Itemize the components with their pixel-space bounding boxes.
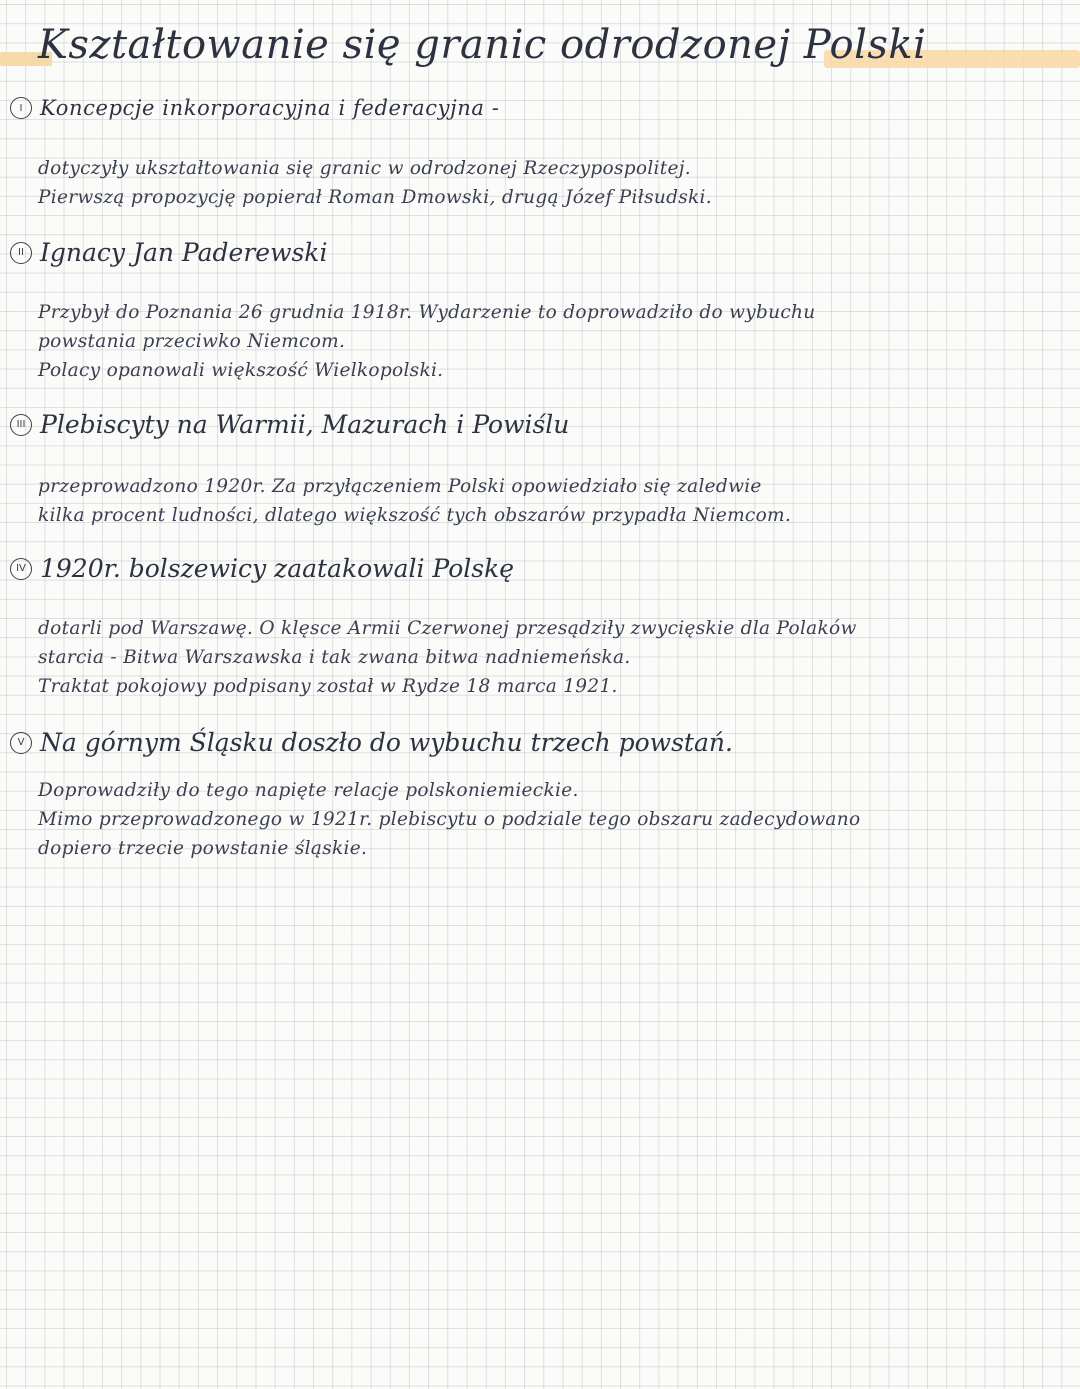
section-heading-text: 1920r. bolszewicy zaatakowali Polskę <box>40 554 515 583</box>
section-heading <box>10 410 569 439</box>
section-heading-text: Koncepcje inkorporacyjna i federacyjna - <box>40 96 500 120</box>
text-line: Pierwszą propozycję popierał Roman Dmowski, drugą Józef Piłsudski. <box>38 187 712 208</box>
section-heading <box>10 96 499 120</box>
title-row <box>0 14 1080 84</box>
text-line: powstania przeciwko Niemcom. <box>38 331 346 352</box>
text-line: Polacy opanowali większość Wielkopolski. <box>38 360 444 381</box>
text-line: Przybył do Poznania 26 grudnia 1918r. Wydarzenie to doprowadziło do wybuchu <box>38 302 816 323</box>
section-number-badge: III <box>10 414 32 436</box>
text-line: dotyczyły ukształtowania się granic w odrodzonej Rzeczypospolitej. <box>38 158 691 179</box>
section-number-badge: IV <box>10 558 32 580</box>
section-body <box>38 776 1048 863</box>
section-number-badge: V <box>10 732 32 754</box>
section-heading-text: Plebiscyty na Warmii, Mazurach i Powiślu <box>40 410 570 439</box>
page-title: Kształtowanie się granic odrodzonej Polski <box>38 22 927 68</box>
section-number-badge: I <box>10 97 32 119</box>
section-heading <box>10 238 327 267</box>
section-body <box>38 154 1048 212</box>
section-body <box>38 298 1048 385</box>
section-heading-text: Ignacy Jan Paderewski <box>40 238 328 267</box>
section-heading <box>10 554 514 583</box>
section-body <box>38 472 1048 530</box>
text-line: dopiero trzecie powstanie śląskie. <box>38 838 368 859</box>
text-line: starcia - Bitwa Warszawska i tak zwana bitwa nadniemeńska. <box>38 647 631 668</box>
text-line: dotarli pod Warszawę. O klęsce Armii Czerwonej przesądziły zwycięskie dla Polaków <box>38 618 857 639</box>
text-line: Doprowadziły do tego napięte relacje polskoniemieckie. <box>38 780 579 801</box>
section-heading <box>10 728 733 757</box>
text-line: Mimo przeprowadzonego w 1921r. plebiscytu o podziale tego obszaru zadecydowano <box>38 809 861 830</box>
text-line: przeprowadzono 1920r. Za przyłączeniem Polski opowiedziało się zaledwie <box>38 476 762 497</box>
text-line: Traktat pokojowy podpisany został w Rydze 18 marca 1921. <box>38 676 618 697</box>
section-body <box>38 614 1048 701</box>
text-line: kilka procent ludności, dlatego większość tych obszarów przypadła Niemcom. <box>38 505 792 526</box>
section-number-badge: II <box>10 242 32 264</box>
section-heading-text: Na górnym Śląsku doszło do wybuchu trzech powstań. <box>40 728 733 757</box>
